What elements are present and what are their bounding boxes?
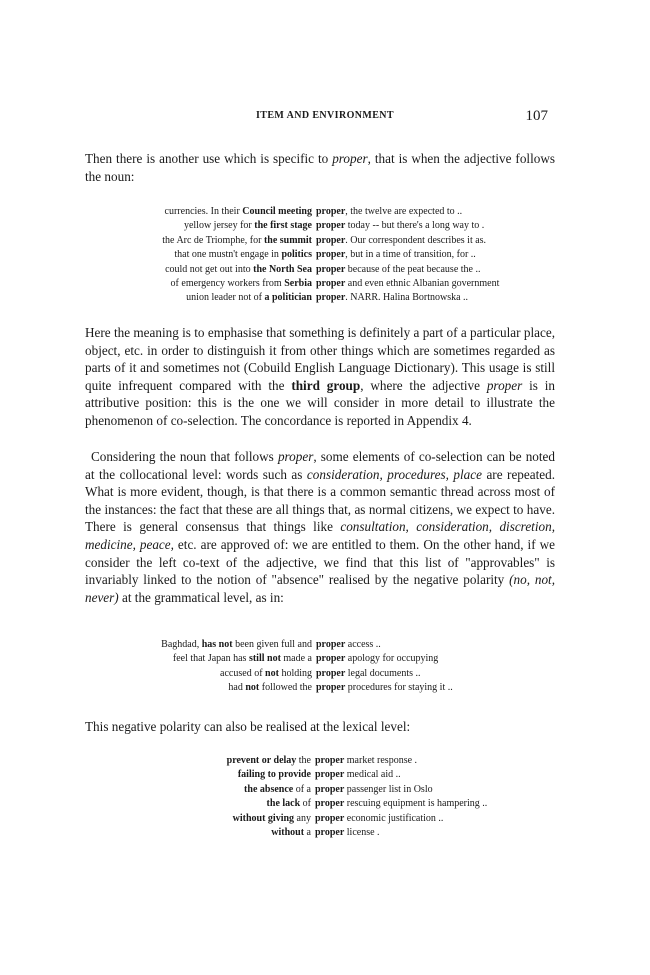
- concordance-line: Baghdad, has not been given full and proper access ..: [161, 639, 381, 650]
- concordance-line: currencies. In their Council meeting proper, the twelve are expected to ..: [164, 206, 463, 217]
- body-paragraph-coselection: Considering the noun that follows proper, some elements of co-selection can be noted at the collocational level: words such as consideration, procedures, place are repeated. What is more evident, though, is that there is a common semantic thread across most of the instances: the fact that these are all things that, as normal citizens, we expect to have. There is general consensus that things like consultation, consideration, discretion, medicine, peace, etc. are approved of: we are entitled to them. On the other hand, if we consider the left co-text of the adjective, we find that this list of "approvables" is invariably linked to the notion of "absence" realised by the negative polarity (no, not, never) at the grammatical level, as in:: [85, 449, 556, 605]
- concordance-line: union leader not of a politician proper. NARR. Halina Bortnowska ..: [186, 292, 469, 304]
- concordance-line: prevent or delay the proper market response .: [226, 755, 418, 766]
- concordance-postnominal: [0, 205, 650, 306]
- concordance-line: had not followed the proper procedures for staying it ..: [228, 682, 453, 694]
- page-header: [0, 108, 650, 132]
- concordance-line: of emergency workers from Serbia proper and even ethnic Albanian government: [170, 277, 500, 289]
- concordance-line: failing to provide proper medical aid ..: [237, 769, 401, 781]
- concordance-lexical-negation: [0, 754, 650, 840]
- concordance-line: without giving any proper economic justification ..: [232, 812, 444, 824]
- page-number: 107: [525, 108, 548, 124]
- concordance-line: the Arc de Triomphe, for the summit proper. Our correspondent describes it as.: [162, 234, 487, 246]
- concordance-line: feel that Japan has still not made a proper apology for occupying: [172, 653, 439, 665]
- concordance-line: could not get out into the North Sea proper because of the peat because the ..: [165, 263, 481, 275]
- body-paragraph-meaning: Here the meaning is to emphasise that something is definitely a part of a particular place, object, etc. in order to distinguish it from other things which are sometimes regarded as parts of it and sometimes not (Cobuild English Language Dictionary). This usage is still quite infrequent compared with the third group, where the adjective proper is in attributive position: this is the one we will consider in more detail to illustrate the phenomenon of co-selection. The concordance is reported in Appendix 4.: [85, 325, 555, 428]
- concordance-line: accused of not holding proper legal documents ..: [220, 667, 421, 679]
- running-head: ITEM AND ENVIRONMENT: [255, 110, 394, 121]
- concordance-line: yellow jersey for the first stage proper today -- but there's a long way to .: [183, 220, 485, 232]
- concordance-line: without a proper license .: [271, 826, 380, 838]
- concordance-line: the lack of proper rescuing equipment is hampering ..: [266, 798, 488, 810]
- intro-paragraph: Then there is another use which is specific to proper, that is when the adjective follows the noun:: [85, 151, 555, 184]
- concordance-grammatical-negation: [0, 638, 650, 696]
- concordance-line: the absence of a proper passenger list in Oslo: [244, 783, 433, 795]
- body-paragraph-lexical: This negative polarity can also be realised at the lexical level:: [85, 719, 411, 734]
- concordance-line: that one mustn't engage in politics proper, but in a time of transition, for ..: [174, 249, 476, 261]
